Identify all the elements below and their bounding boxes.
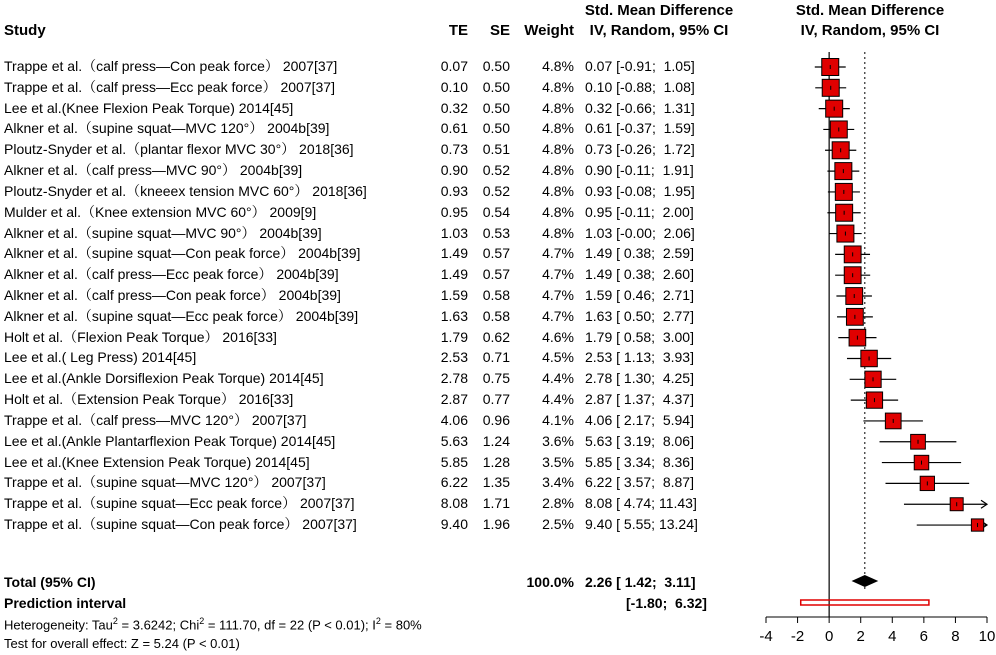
- study-te: 1.49: [440, 245, 468, 262]
- study-ci: 0.61 [-0.37; 1.59]: [585, 120, 695, 137]
- total-weight: 100.0%: [526, 574, 574, 590]
- study-name: Lee et al.(Knee Extension Peak Torque) 2014[45]: [4, 453, 310, 470]
- study-se: 0.77: [482, 391, 510, 408]
- study-ci: 2.53 [ 1.13; 3.93]: [585, 349, 694, 366]
- study-weight: 4.8%: [542, 99, 574, 116]
- study-se: 1.24: [482, 432, 510, 449]
- study-ci: 0.32 [-0.66; 1.31]: [585, 99, 695, 116]
- header-se: SE: [489, 22, 510, 39]
- pooled-diamond: [852, 575, 879, 587]
- study-weight: 4.8%: [542, 58, 574, 74]
- study-te: 0.32: [440, 99, 468, 116]
- study-name: Ploutz-Snyder et al.（plantar flexor MVC 30°） 2018[36]: [4, 141, 354, 158]
- study-weight: 4.8%: [542, 224, 574, 241]
- x-tick-label: 2: [856, 628, 865, 645]
- study-se: 0.75: [482, 370, 510, 387]
- study-te: 0.93: [440, 182, 468, 199]
- study-name: Trappe et al.（calf press—Con peak force） 2007[37]: [4, 58, 338, 74]
- study-weight: 4.4%: [542, 391, 574, 408]
- study-name: Mulder et al.（Knee extension MVC 60°） 2009[9]: [4, 203, 317, 220]
- study-weight: 4.8%: [542, 78, 574, 95]
- study-se: 1.71: [482, 495, 510, 512]
- study-ci: 0.93 [-0.08; 1.95]: [585, 182, 695, 199]
- prediction-label: Prediction interval: [4, 595, 127, 611]
- study-name: Alkner et al.（supine squat—MVC 90°） 2004b[39]: [4, 224, 322, 241]
- study-weight: 4.8%: [542, 182, 574, 199]
- study-ci: 0.90 [-0.11; 1.91]: [585, 162, 694, 179]
- study-weight: 4.7%: [542, 287, 574, 304]
- study-name: Lee et al.(Ankle Dorsiflexion Peak Torque) 2014[45]: [4, 370, 324, 387]
- study-te: 2.78: [440, 370, 468, 387]
- study-weight: 4.7%: [542, 307, 574, 324]
- study-te: 5.63: [440, 432, 468, 449]
- study-ci: 1.03 [-0.00; 2.06]: [585, 224, 695, 241]
- study-name: Trappe et al.（supine squat—Ecc peak force） 2007[37]: [4, 495, 355, 512]
- study-se: 0.50: [482, 58, 510, 74]
- plot-header-method: IV, Random, 95% CI: [800, 22, 940, 39]
- study-weight: 4.7%: [542, 266, 574, 283]
- x-tick-label: 10: [978, 628, 996, 645]
- study-ci: 2.78 [ 1.30; 4.25]: [585, 370, 694, 387]
- study-ci: 0.10 [-0.88; 1.08]: [585, 78, 695, 95]
- study-se: 1.96: [482, 516, 510, 533]
- study-te: 6.22: [440, 474, 468, 491]
- study-ci: 1.49 [ 0.38; 2.60]: [585, 266, 694, 283]
- study-se: 0.50: [482, 99, 510, 116]
- study-ci: 1.79 [ 0.58; 3.00]: [585, 328, 694, 345]
- study-te: 8.08: [440, 495, 468, 512]
- study-name: Trappe et al.（supine squat—MVC 120°） 2007[37]: [4, 474, 326, 491]
- study-weight: 4.6%: [542, 328, 574, 345]
- header-weight: Weight: [524, 22, 574, 39]
- study-ci: 2.87 [ 1.37; 4.37]: [585, 391, 694, 408]
- study-se: 0.54: [482, 203, 510, 220]
- header-smd-title: Std. Mean Difference: [584, 2, 734, 19]
- total-label: Total (95% CI): [4, 574, 96, 590]
- study-te: 2.87: [440, 391, 468, 408]
- study-name: Trappe et al.（calf press—Ecc peak force） 2007[37]: [4, 78, 335, 95]
- study-te: 1.79: [440, 328, 468, 345]
- study-te: 1.59: [440, 287, 468, 304]
- study-name: Ploutz-Snyder et al.（kneeex tension MVC 60°） 2018[36]: [4, 182, 367, 199]
- study-se: 0.58: [482, 307, 510, 324]
- study-se: 0.51: [482, 141, 510, 158]
- study-weight: 4.7%: [542, 245, 574, 262]
- study-weight: 3.5%: [542, 453, 574, 470]
- study-name: Alkner et al.（calf press—Con peak force） 2004b[39]: [4, 287, 341, 304]
- study-te: 0.07: [440, 58, 468, 74]
- study-name: Lee et al.(Knee Flexion Peak Torque) 2014[45]: [4, 99, 294, 116]
- study-se: 0.62: [482, 328, 510, 345]
- study-weight: 3.4%: [542, 474, 574, 491]
- study-name: Holt et al.（Flexion Peak Torque） 2016[33]: [4, 328, 277, 345]
- study-te: 0.61: [440, 120, 468, 137]
- study-te: 0.73: [440, 141, 468, 158]
- study-weight: 4.1%: [542, 411, 574, 428]
- study-weight: 4.8%: [542, 120, 574, 137]
- study-ci: 5.63 [ 3.19; 8.06]: [585, 432, 694, 449]
- study-se: 0.53: [482, 224, 510, 241]
- header-study: Study: [4, 22, 46, 39]
- study-se: 0.50: [482, 78, 510, 95]
- study-ci: 4.06 [ 2.17; 5.94]: [585, 411, 694, 428]
- prediction-interval-bar: [801, 600, 929, 605]
- study-weight: 2.5%: [542, 516, 574, 533]
- study-name: Holt et al.（Extension Peak Torque） 2016[33]: [4, 391, 294, 408]
- study-name: Alkner et al.（supine squat—Con peak force） 2004b[39]: [4, 245, 361, 262]
- study-se: 0.57: [482, 245, 510, 262]
- plot-header-title: Std. Mean Difference: [795, 2, 945, 19]
- study-te: 0.90: [440, 162, 468, 179]
- study-ci: 1.59 [ 0.46; 2.71]: [585, 287, 694, 304]
- study-ci: 8.08 [ 4.74; 11.43]: [585, 495, 697, 512]
- study-name: Alkner et al.（calf press—Ecc peak force） 2004b[39]: [4, 266, 339, 283]
- x-tick-label: 0: [824, 628, 834, 645]
- study-weight: 4.8%: [542, 162, 574, 179]
- study-weight: 2.8%: [542, 495, 574, 512]
- study-se: 0.58: [482, 287, 510, 304]
- study-ci: 1.63 [ 0.50; 2.77]: [585, 307, 694, 324]
- study-name: Trappe et al.（supine squat—Con peak force） 2007[37]: [4, 516, 357, 533]
- study-weight: 4.8%: [542, 203, 574, 220]
- study-se: 1.28: [482, 453, 510, 470]
- x-tick-label: 8: [951, 628, 960, 645]
- study-ci: 5.85 [ 3.34; 8.36]: [585, 453, 694, 470]
- heterogeneity-text: Heterogeneity: Tau$^2$ = 3.6242; Chi$^2$ = 111.70, df = 22 (P < 0.01); $I^2 = 80\%$: [4, 616, 422, 633]
- x-tick-label: 4: [888, 628, 897, 645]
- study-se: 0.52: [482, 182, 510, 199]
- study-ci: 0.95 [-0.11; 2.00]: [585, 203, 694, 220]
- study-te: 0.10: [440, 78, 468, 95]
- x-tick-label: -2: [790, 628, 805, 645]
- study-ci: 1.49 [ 0.38; 2.59]: [585, 245, 694, 262]
- study-ci: 6.22 [ 3.57; 8.87]: [585, 474, 694, 491]
- header-smd-method: IV, Random, 95% CI: [589, 22, 729, 39]
- study-ci: 0.07 [-0.91; 1.05]: [585, 58, 695, 74]
- prediction-ci: [-1.80; 6.32]: [626, 595, 707, 611]
- study-te: 4.06: [440, 411, 468, 428]
- study-name: Trappe et al.（calf press—MVC 120°） 2007[37]: [4, 411, 307, 428]
- study-weight: 3.6%: [542, 432, 574, 449]
- study-weight: 4.5%: [542, 349, 574, 366]
- study-name: Alkner et al.（supine squat—MVC 120°） 2004b[39]: [4, 120, 330, 137]
- x-tick-label: -4: [759, 628, 773, 645]
- study-name: Lee et al.(Ankle Plantarflexion Peak Torque) 2014[45]: [4, 432, 336, 449]
- header-te: TE: [448, 22, 468, 39]
- study-weight: 4.8%: [542, 141, 574, 158]
- study-te: 1.03: [440, 224, 468, 241]
- study-se: 1.35: [482, 474, 510, 491]
- x-tick-label: 6: [919, 628, 929, 645]
- study-te: 2.53: [440, 349, 468, 366]
- study-se: 0.50: [482, 120, 510, 137]
- study-ci: 0.73 [-0.26; 1.72]: [585, 141, 695, 158]
- study-te: 1.63: [440, 307, 468, 324]
- overall-effect-test: Test for overall effect: Z = 5.24 (P < 0.01): [4, 636, 240, 651]
- study-name: Lee et al.( Leg Press) 2014[45]: [4, 349, 197, 366]
- study-se: 0.71: [482, 349, 510, 366]
- total-ci: 2.26 [ 1.42; 3.11]: [585, 574, 696, 590]
- study-name: Alkner et al.（supine squat—Ecc peak force） 2004b[39]: [4, 307, 359, 324]
- study-se: 0.52: [482, 162, 510, 179]
- study-se: 0.96: [482, 411, 510, 428]
- study-se: 0.57: [482, 266, 510, 283]
- study-name: Alkner et al.（calf press—MVC 90°） 2004b[39]: [4, 162, 303, 179]
- study-te: 9.40: [440, 516, 468, 533]
- study-ci: 9.40 [ 5.55; 13.24]: [585, 516, 698, 533]
- study-te: 0.95: [440, 203, 468, 220]
- study-te: 5.85: [440, 453, 468, 470]
- study-weight: 4.4%: [542, 370, 574, 387]
- study-te: 1.49: [440, 266, 468, 283]
